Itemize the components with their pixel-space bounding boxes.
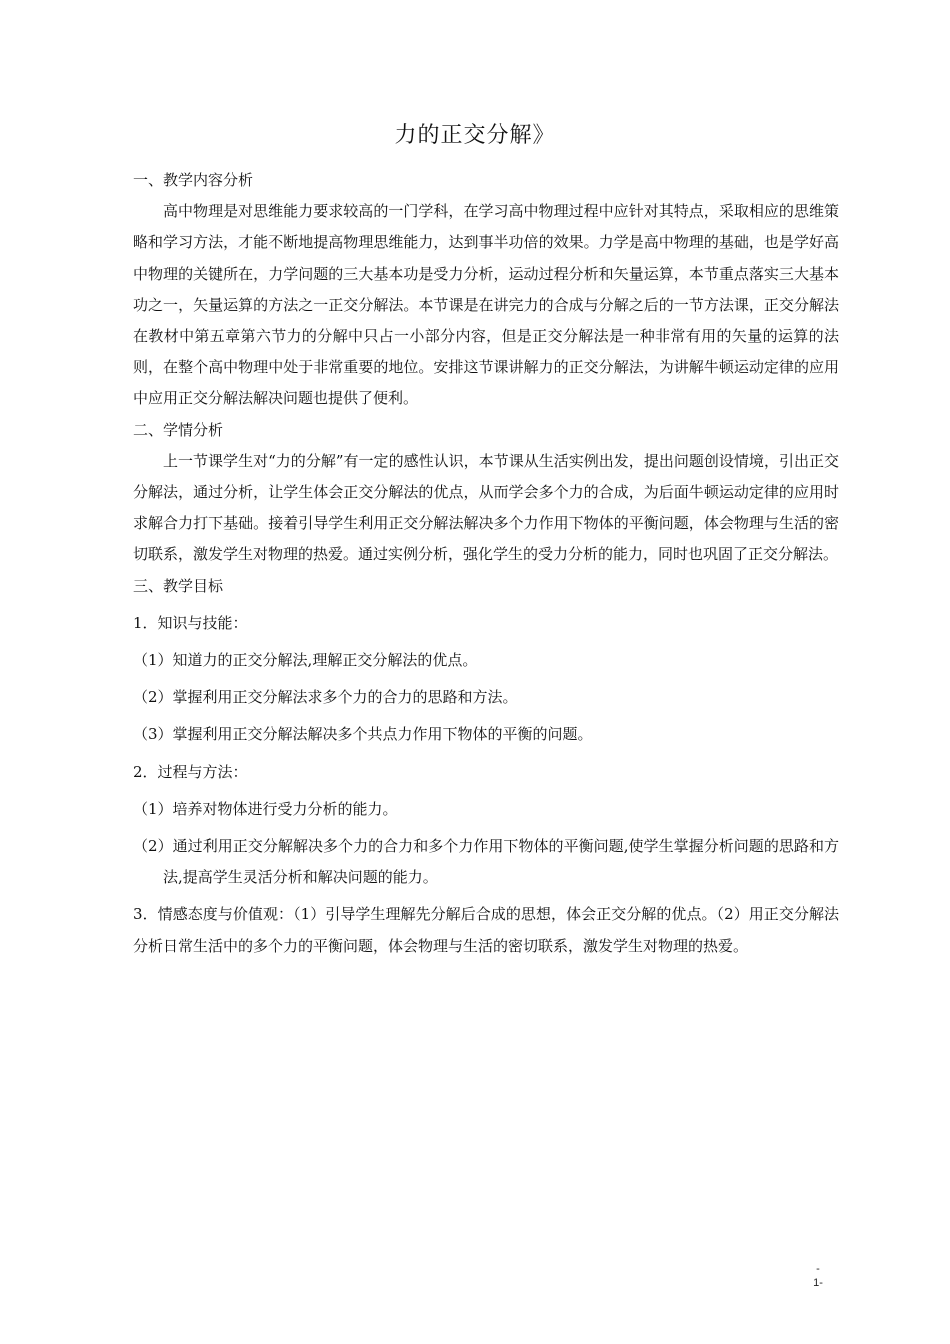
- page-number: [806, 1262, 830, 1290]
- paragraph-student-analysis: 上一节课学生对“力的分解”有一定的感性认识，本节课从生活实例出发，提出问题创设情境，引出正交分解法，通过分析，让学生体会正交分解法的优点，从而学会多个力的合成，为后面牛顿运动定律的应用时求解合力打下基础。接着引导学生利用正交分解法解决多个力作用下物体的平衡问题，体会物理与生活的密切联系，激发学生对物理的热爱。通过实例分析，强化学生的受力分析的能力，同时也巩固了正交分解法。: [133, 451, 839, 564]
- section-heading-student-analysis: 二、学情分析: [133, 420, 224, 439]
- section-heading-content-analysis: 一、教学内容分析: [133, 171, 254, 189]
- goal-knowledge-skills-title: 1．知识与技能：: [133, 613, 248, 632]
- document-body: [133, 165, 839, 962]
- document-title: 力的正交分解》: [394, 123, 556, 148]
- goal-item: （1）知道力的正交分解法,理解正交分解法的优点。: [133, 651, 478, 670]
- goal-attitude-values: 3．情感态度与价值观：（1）引导学生理解先分解后合成的思想，体会正交分解的优点。（2）用正交分解法分析日常生活中的多个力的平衡问题，体会物理与生活的密切联系，激发学生对物理的热爱。: [133, 905, 839, 955]
- goal-item: （3）掌握利用正交分解法解决多个共点力作用下物体的平衡的问题。: [133, 725, 593, 744]
- goal-item: （1）培养对物体进行受力分析的能力。: [133, 799, 398, 818]
- section-heading-teaching-goals: 三、教学目标: [133, 576, 224, 595]
- goal-item: （2）掌握利用正交分解法求多个力的合力的思路和方法。: [133, 688, 518, 707]
- paragraph-content-analysis: 高中物理是对思维能力要求较高的一门学科，在学习高中物理过程中应针对其特点，采取相应的思维策略和学习方法，才能不断地提高物理思维能力，达到事半功倍的效果。力学是高中物理的基础，也是学好高中物理的关键所在，力学问题的三大基本功是受力分析，运动过程分析和矢量运算，本节重点落实三大基本功之一，矢量运算的方法之一正交分解法。本节课是在讲完力的合成与分解之后的一节方法课，正交分解法在教材中第五章第六节力的分解中只占一小部分内容，但是正交分解法是一种非常有用的矢量的运算的法则，在整个高中物理中处于非常重要的地位。安排这节课讲解力的正交分解法，为讲解牛顿运动定律的应用中应用正交分解法解决问题也提供了便利。: [133, 202, 839, 408]
- page-number-dash: -: [816, 1263, 820, 1275]
- page-number-value: 1-: [813, 1277, 823, 1289]
- goal-process-methods-title: 2．过程与方法：: [133, 762, 248, 781]
- goal-item: （2）通过利用正交分解解决多个力的合力和多个力作用下物体的平衡问题,使学生掌握分析问题的思路和方法,提高学生灵活分析和解决问题的能力。: [133, 837, 839, 887]
